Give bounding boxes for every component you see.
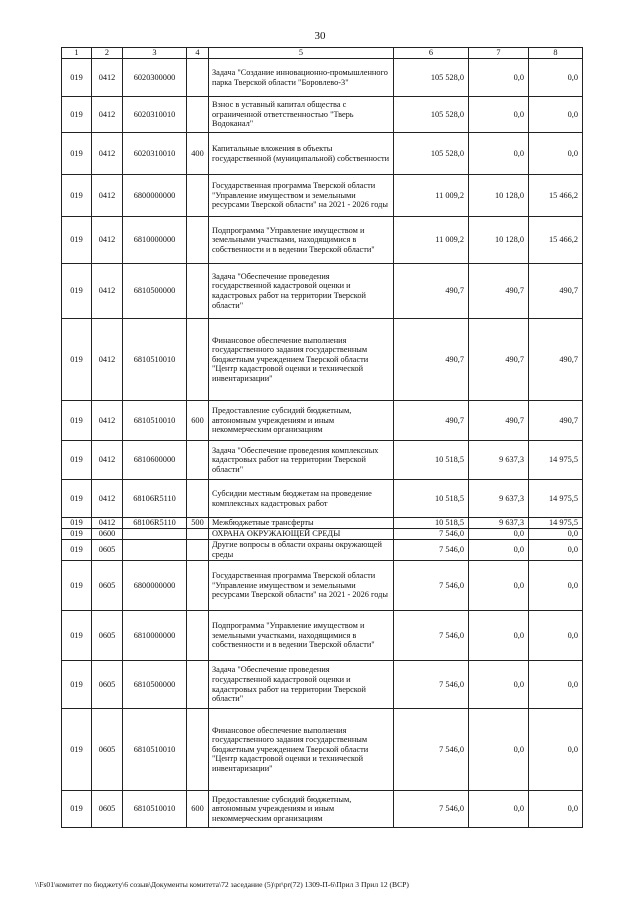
section-code: 0600: [92, 529, 123, 540]
section-code: 0412: [92, 480, 123, 518]
expense-type-code: [187, 319, 209, 401]
amount-col-6: 7 546,0: [394, 529, 469, 540]
admin-code: 019: [62, 217, 92, 264]
admin-code: 019: [62, 133, 92, 175]
amount-col-7: 490,7: [469, 319, 529, 401]
amount-col-7: 0,0: [469, 97, 529, 133]
expense-type-code: [187, 561, 209, 611]
file-path-footer: \\Fs01\комитет по бюджету\6 созыв\Документы комитета\72 заседание (5)\pr\pr(72) 1309-П-6\Прил 3 Прил 12 (ВСР): [35, 880, 409, 889]
admin-code: 019: [62, 319, 92, 401]
amount-col-8: 15 466,2: [529, 175, 583, 217]
table-row: [62, 319, 583, 401]
target-article-code: 6810600000: [123, 441, 187, 480]
expense-type-code: [187, 661, 209, 709]
amount-col-6: 11 009,2: [394, 175, 469, 217]
item-name: Предоставление субсидий бюджетным, автономным учреждениям и иным некоммерческим организациям: [209, 401, 394, 441]
amount-col-8: 0,0: [529, 561, 583, 611]
item-name: Финансовое обеспечение выполнения государственного задания государственным бюджетным учреждением Тверской области "Центр кадастровой оценки и технической инвентаризации": [209, 709, 394, 791]
column-number: 4: [187, 48, 209, 59]
amount-col-8: 15 466,2: [529, 217, 583, 264]
amount-col-8: 0,0: [529, 540, 583, 561]
expense-type-code: [187, 264, 209, 319]
target-article-code: 6020310010: [123, 133, 187, 175]
section-code: 0412: [92, 217, 123, 264]
section-code: 0412: [92, 59, 123, 97]
item-name: Капитальные вложения в объекты государственной (муниципальной) собственности: [209, 133, 394, 175]
amount-col-7: 9 637,3: [469, 518, 529, 529]
amount-col-8: 0,0: [529, 709, 583, 791]
item-name: Другие вопросы в области охраны окружающей среды: [209, 540, 394, 561]
section-code: 0412: [92, 97, 123, 133]
expense-type-code: [187, 529, 209, 540]
amount-col-6: 7 546,0: [394, 709, 469, 791]
admin-code: 019: [62, 480, 92, 518]
admin-code: 019: [62, 441, 92, 480]
target-article-code: 6810500000: [123, 264, 187, 319]
table-row: [62, 709, 583, 791]
column-number: 5: [209, 48, 394, 59]
item-name: Задача "Обеспечение проведения государственной кадастровой оценки и кадастровых работ на территории Тверской области": [209, 264, 394, 319]
table-row: [62, 518, 583, 529]
target-article-code: 6800000000: [123, 175, 187, 217]
amount-col-8: 0,0: [529, 611, 583, 661]
table-row: [62, 529, 583, 540]
table-row: [62, 97, 583, 133]
amount-col-7: 0,0: [469, 529, 529, 540]
amount-col-7: 0,0: [469, 59, 529, 97]
amount-col-6: 7 546,0: [394, 611, 469, 661]
table-row: [62, 133, 583, 175]
amount-col-7: 0,0: [469, 661, 529, 709]
amount-col-6: 105 528,0: [394, 59, 469, 97]
section-code: 0412: [92, 441, 123, 480]
expense-type-code: [187, 540, 209, 561]
amount-col-6: 105 528,0: [394, 133, 469, 175]
column-number: 6: [394, 48, 469, 59]
amount-col-6: 7 546,0: [394, 791, 469, 828]
amount-col-6: 11 009,2: [394, 217, 469, 264]
admin-code: 019: [62, 611, 92, 661]
table-row: [62, 441, 583, 480]
table-row: [62, 217, 583, 264]
amount-col-8: 0,0: [529, 59, 583, 97]
admin-code: 019: [62, 59, 92, 97]
column-number: 2: [92, 48, 123, 59]
section-code: 0605: [92, 791, 123, 828]
column-number: 3: [123, 48, 187, 59]
amount-col-8: 14 975,5: [529, 518, 583, 529]
amount-col-6: 10 518,5: [394, 480, 469, 518]
budget-table: [61, 47, 583, 828]
item-name: Задача "Создание инновационно-промышленного парка Тверской области "Боровлево-3": [209, 59, 394, 97]
amount-col-8: 490,7: [529, 319, 583, 401]
amount-col-6: 10 518,5: [394, 441, 469, 480]
amount-col-7: 0,0: [469, 709, 529, 791]
target-article-code: 6810000000: [123, 611, 187, 661]
amount-col-7: 10 128,0: [469, 175, 529, 217]
expense-type-code: 500: [187, 518, 209, 529]
amount-col-8: 0,0: [529, 529, 583, 540]
amount-col-7: 0,0: [469, 540, 529, 561]
amount-col-6: 105 528,0: [394, 97, 469, 133]
admin-code: 019: [62, 518, 92, 529]
target-article-code: 6810510010: [123, 791, 187, 828]
table-row: [62, 561, 583, 611]
item-name: Взнос в уставный капитал общества с ограниченной ответственностью "Тверь Водоканал": [209, 97, 394, 133]
admin-code: 019: [62, 264, 92, 319]
amount-col-6: 490,7: [394, 264, 469, 319]
section-code: 0412: [92, 133, 123, 175]
admin-code: 019: [62, 529, 92, 540]
target-article-code: 6810510010: [123, 319, 187, 401]
page-number: 30: [314, 30, 326, 42]
target-article-code: 68106R5110: [123, 480, 187, 518]
table-row: [62, 791, 583, 828]
amount-col-6: 490,7: [394, 319, 469, 401]
admin-code: 019: [62, 175, 92, 217]
section-code: 0605: [92, 540, 123, 561]
admin-code: 019: [62, 661, 92, 709]
admin-code: 019: [62, 401, 92, 441]
item-name: Подпрограмма "Управление имуществом и земельными участками, находящимися в собственности и в ведении Тверской области": [209, 217, 394, 264]
section-code: 0605: [92, 611, 123, 661]
target-article-code: 6810510010: [123, 401, 187, 441]
table-body: [62, 59, 583, 828]
table-row: [62, 175, 583, 217]
table-row: [62, 401, 583, 441]
amount-col-7: 9 637,3: [469, 480, 529, 518]
table-row: [62, 661, 583, 709]
target-article-code: 6810510010: [123, 709, 187, 791]
column-number: 1: [62, 48, 92, 59]
item-name: Предоставление субсидий бюджетным, автономным учреждениям и иным некоммерческим организациям: [209, 791, 394, 828]
expense-type-code: [187, 611, 209, 661]
expense-type-code: 600: [187, 791, 209, 828]
amount-col-8: 490,7: [529, 264, 583, 319]
amount-col-8: 0,0: [529, 97, 583, 133]
table-row: [62, 264, 583, 319]
amount-col-7: 10 128,0: [469, 217, 529, 264]
table-row: [62, 611, 583, 661]
expense-type-code: [187, 59, 209, 97]
column-number: 7: [469, 48, 529, 59]
amount-col-6: 7 546,0: [394, 661, 469, 709]
section-code: 0412: [92, 518, 123, 529]
expense-type-code: 600: [187, 401, 209, 441]
target-article-code: [123, 540, 187, 561]
amount-col-8: 0,0: [529, 661, 583, 709]
section-code: 0412: [92, 175, 123, 217]
amount-col-8: 0,0: [529, 791, 583, 828]
admin-code: 019: [62, 709, 92, 791]
item-name: Государственная программа Тверской области "Управление имуществом и земельными ресурсами Тверской области" на 2021 - 2026 годы: [209, 561, 394, 611]
table-row: [62, 480, 583, 518]
amount-col-7: 490,7: [469, 401, 529, 441]
admin-code: 019: [62, 561, 92, 611]
item-name: Подпрограмма "Управление имуществом и земельными участками, находящимися в собственности и в ведении Тверской области": [209, 611, 394, 661]
amount-col-7: 0,0: [469, 611, 529, 661]
target-article-code: 6020310010: [123, 97, 187, 133]
item-name: Субсидии местным бюджетам на проведение комплексных кадастровых работ: [209, 480, 394, 518]
column-number-row: [62, 48, 583, 59]
amount-col-6: 10 518,5: [394, 518, 469, 529]
expense-type-code: [187, 97, 209, 133]
amount-col-6: 7 546,0: [394, 561, 469, 611]
amount-col-8: 14 975,5: [529, 480, 583, 518]
amount-col-7: 0,0: [469, 791, 529, 828]
section-code: 0412: [92, 264, 123, 319]
expense-type-code: [187, 480, 209, 518]
section-code: 0605: [92, 561, 123, 611]
table-row: [62, 540, 583, 561]
column-number: 8: [529, 48, 583, 59]
amount-col-8: 0,0: [529, 133, 583, 175]
amount-col-6: 7 546,0: [394, 540, 469, 561]
admin-code: 019: [62, 791, 92, 828]
item-name: Государственная программа Тверской области "Управление имуществом и земельными ресурсами Тверской области" на 2021 - 2026 годы: [209, 175, 394, 217]
amount-col-6: 490,7: [394, 401, 469, 441]
expense-type-code: [187, 441, 209, 480]
target-article-code: 6020300000: [123, 59, 187, 97]
table-row: [62, 59, 583, 97]
target-article-code: [123, 529, 187, 540]
target-article-code: 68106R5110: [123, 518, 187, 529]
item-name: Задача "Обеспечение проведения комплексных кадастровых работ на территории Тверской области": [209, 441, 394, 480]
section-code: 0412: [92, 401, 123, 441]
expense-type-code: [187, 217, 209, 264]
admin-code: 019: [62, 97, 92, 133]
section-code: 0412: [92, 319, 123, 401]
item-name: Финансовое обеспечение выполнения государственного задания государственным бюджетным учреждением Тверской области "Центр кадастровой оценки и технической инвентаризации": [209, 319, 394, 401]
amount-col-8: 14 975,5: [529, 441, 583, 480]
expense-type-code: 400: [187, 133, 209, 175]
expense-type-code: [187, 175, 209, 217]
target-article-code: 6810500000: [123, 661, 187, 709]
amount-col-8: 490,7: [529, 401, 583, 441]
target-article-code: 6810000000: [123, 217, 187, 264]
section-code: 0605: [92, 709, 123, 791]
section-code: 0605: [92, 661, 123, 709]
amount-col-7: 0,0: [469, 133, 529, 175]
amount-col-7: 490,7: [469, 264, 529, 319]
amount-col-7: 0,0: [469, 561, 529, 611]
expense-type-code: [187, 709, 209, 791]
item-name: Межбюджетные трансферты: [209, 518, 394, 529]
item-name: Задача "Обеспечение проведения государственной кадастровой оценки и кадастровых работ на территории Тверской области": [209, 661, 394, 709]
admin-code: 019: [62, 540, 92, 561]
target-article-code: 6800000000: [123, 561, 187, 611]
item-name: ОХРАНА ОКРУЖАЮЩЕЙ СРЕДЫ: [209, 529, 394, 540]
amount-col-7: 9 637,3: [469, 441, 529, 480]
